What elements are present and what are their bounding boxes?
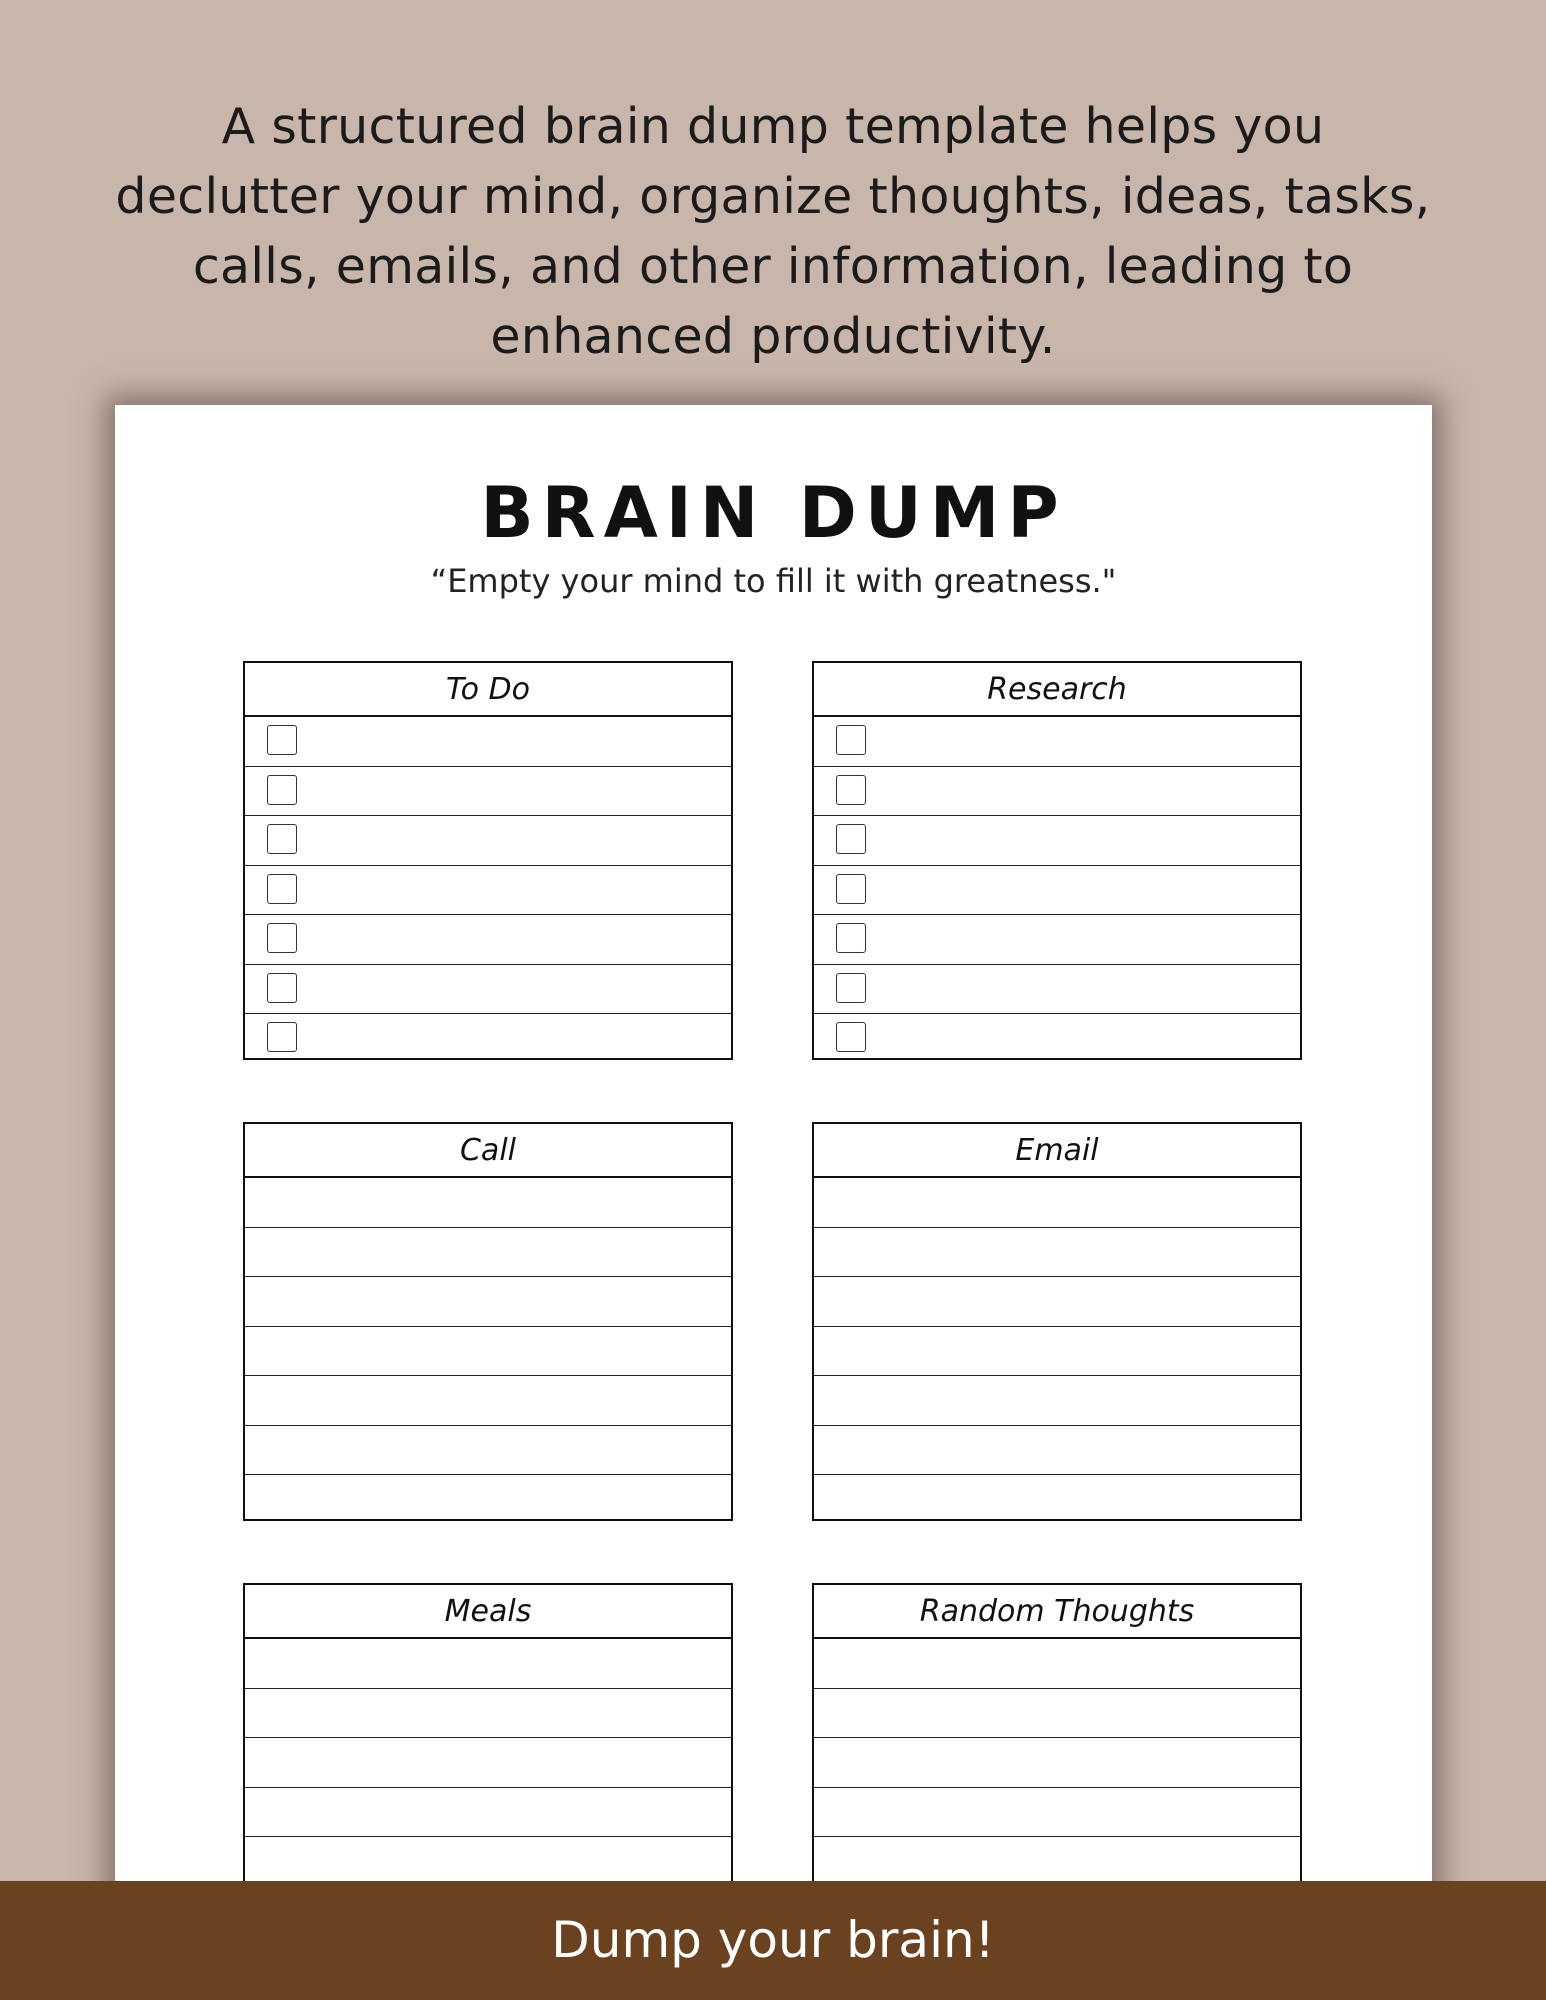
footer-text: Dump your brain! xyxy=(551,1911,995,1969)
email-row[interactable] xyxy=(814,1277,1300,1327)
call-row[interactable] xyxy=(245,1327,731,1377)
random-thoughts-header: Random Thoughts xyxy=(814,1585,1300,1639)
todo-header: To Do xyxy=(245,663,731,717)
email-row[interactable] xyxy=(814,1178,1300,1228)
research-checkbox[interactable] xyxy=(836,1022,866,1052)
random-thoughts-row[interactable] xyxy=(814,1689,1300,1739)
call-row[interactable] xyxy=(245,1228,731,1278)
research-checkbox[interactable] xyxy=(836,874,866,904)
research-checkbox[interactable] xyxy=(836,725,866,755)
meals-row[interactable] xyxy=(245,1689,731,1739)
meals-header: Meals xyxy=(245,1585,731,1639)
research-section xyxy=(812,661,1302,1060)
intro-line-2: declutter your mind, organize thoughts, ideas, tasks, xyxy=(115,168,1431,225)
todo-section xyxy=(243,661,733,1060)
call-row[interactable] xyxy=(245,1277,731,1327)
todo-checkbox[interactable] xyxy=(267,1022,297,1052)
intro-line-3: calls, emails, and other information, leading to xyxy=(192,238,1354,295)
meals-row[interactable] xyxy=(245,1788,731,1838)
intro-line-1: A structured brain dump template helps you xyxy=(221,98,1325,155)
research-header: Research xyxy=(814,663,1300,717)
sheet-title: BRAIN DUMP xyxy=(480,472,1067,554)
call-section xyxy=(243,1122,733,1521)
email-row[interactable] xyxy=(814,1475,1300,1525)
todo-row[interactable] xyxy=(245,816,731,866)
research-row[interactable] xyxy=(814,866,1300,916)
todo-row[interactable] xyxy=(245,767,731,817)
email-row[interactable] xyxy=(814,1327,1300,1377)
todo-checkbox[interactable] xyxy=(267,874,297,904)
research-checkbox[interactable] xyxy=(836,775,866,805)
footer-banner xyxy=(0,1881,1546,2000)
todo-checkbox[interactable] xyxy=(267,923,297,953)
call-row[interactable] xyxy=(245,1475,731,1525)
call-header: Call xyxy=(245,1124,731,1178)
call-row[interactable] xyxy=(245,1426,731,1476)
sheet-quote: “Empty your mind to fill it with greatness." xyxy=(430,562,1117,600)
todo-checkbox[interactable] xyxy=(267,824,297,854)
random-thoughts-row[interactable] xyxy=(814,1639,1300,1689)
email-section xyxy=(812,1122,1302,1521)
intro-line-4: enhanced productivity. xyxy=(490,308,1056,365)
call-row[interactable] xyxy=(245,1178,731,1228)
todo-row[interactable] xyxy=(245,717,731,767)
research-row[interactable] xyxy=(814,1014,1300,1064)
research-row[interactable] xyxy=(814,717,1300,767)
todo-row[interactable] xyxy=(245,915,731,965)
todo-checkbox[interactable] xyxy=(267,973,297,1003)
email-row[interactable] xyxy=(814,1426,1300,1476)
meals-row[interactable] xyxy=(245,1837,731,1887)
random-thoughts-row[interactable] xyxy=(814,1837,1300,1887)
research-checkbox[interactable] xyxy=(836,973,866,1003)
planner-sheet xyxy=(115,405,1432,2000)
research-row[interactable] xyxy=(814,965,1300,1015)
research-checkbox[interactable] xyxy=(836,923,866,953)
research-checkbox[interactable] xyxy=(836,824,866,854)
intro-description xyxy=(80,92,1466,372)
email-header: Email xyxy=(814,1124,1300,1178)
todo-row[interactable] xyxy=(245,1014,731,1064)
email-row[interactable] xyxy=(814,1228,1300,1278)
meals-row[interactable] xyxy=(245,1738,731,1788)
research-row[interactable] xyxy=(814,915,1300,965)
email-row[interactable] xyxy=(814,1376,1300,1426)
random-thoughts-row[interactable] xyxy=(814,1788,1300,1838)
todo-checkbox[interactable] xyxy=(267,725,297,755)
todo-checkbox[interactable] xyxy=(267,775,297,805)
call-row[interactable] xyxy=(245,1376,731,1426)
research-row[interactable] xyxy=(814,816,1300,866)
research-row[interactable] xyxy=(814,767,1300,817)
meals-row[interactable] xyxy=(245,1639,731,1689)
random-thoughts-row[interactable] xyxy=(814,1738,1300,1788)
todo-row[interactable] xyxy=(245,866,731,916)
todo-row[interactable] xyxy=(245,965,731,1015)
